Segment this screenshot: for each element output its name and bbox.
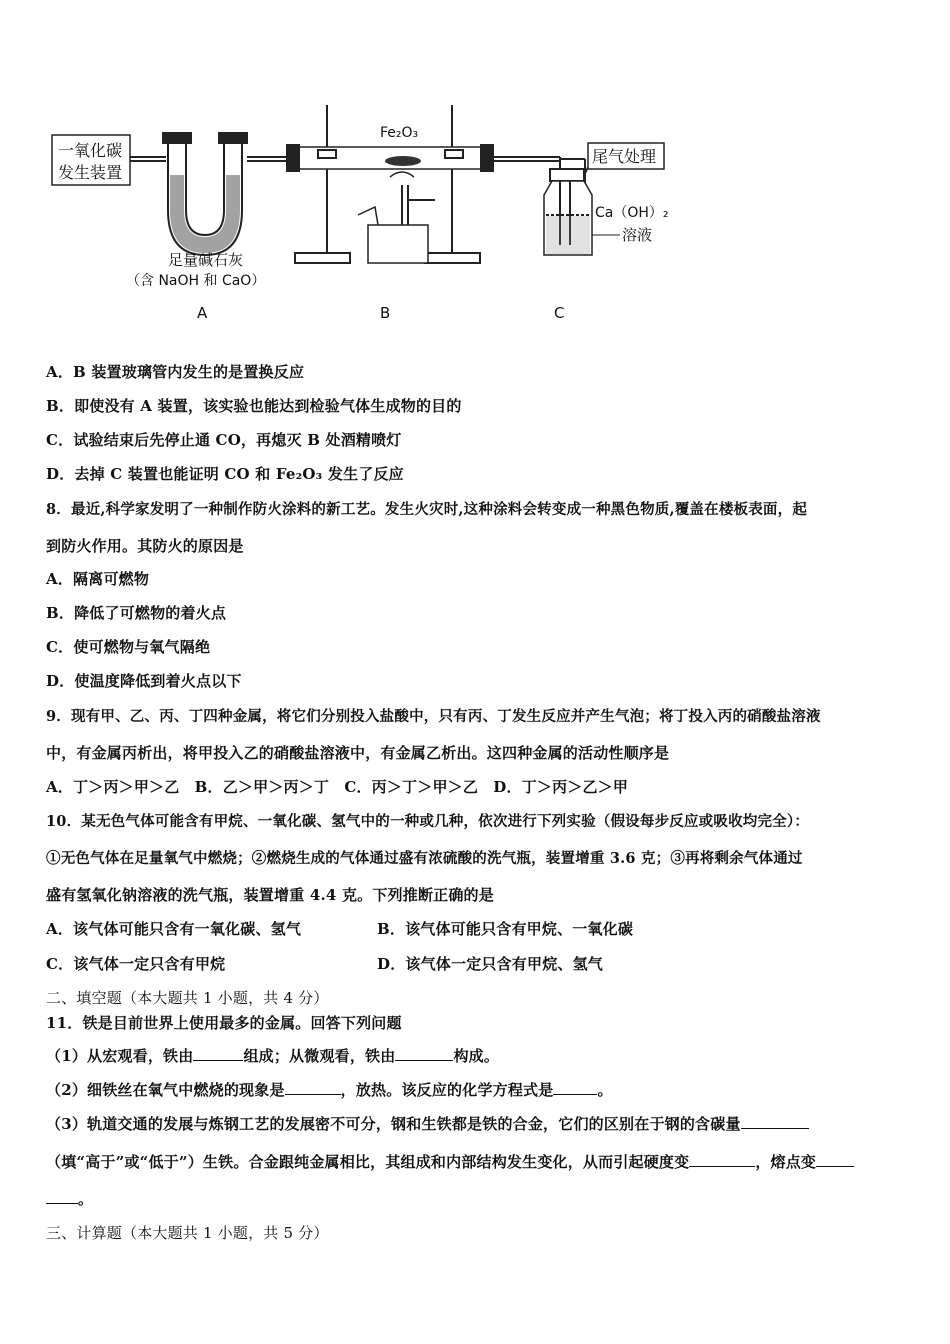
- blank-5[interactable]: [741, 1116, 809, 1129]
- q11-part-1-text-c: 构成。: [453, 1047, 500, 1065]
- fe2o3-label: Fe₂O₃: [380, 125, 419, 141]
- solution-label: 溶液: [622, 226, 653, 244]
- q11-part-1: [46, 1045, 499, 1066]
- q7-option-b: B．即使没有 A 装置，该实验也能达到检验气体生成物的目的: [46, 397, 462, 415]
- q8-option-c: C．使可燃物与氧气隔绝: [46, 638, 211, 656]
- q11-part-1-text-a: （1）从宏观看，铁由: [46, 1047, 194, 1065]
- label-a: A: [197, 304, 208, 322]
- q8-option-a: A．隔离可燃物: [46, 570, 150, 588]
- q8-option-b: B．降低了可燃物的着火点: [46, 604, 227, 622]
- q11-stem: 11．铁是目前世界上使用最多的金属。回答下列问题: [46, 1014, 402, 1032]
- q10-stem-3: 盛有氢氧化钠溶液的洗气瓶，装置增重 4.4 克。下列推断正确的是: [46, 886, 494, 904]
- co-generator-label-2: 发生装置: [58, 163, 123, 182]
- q11-part-3: [46, 1113, 809, 1134]
- q7-option-a: A．B 装置玻璃管内发生的是置换反应: [46, 363, 305, 381]
- caoh2-label: Ca（OH）₂: [595, 205, 669, 221]
- co-generator-label-1: 一氧化碳: [58, 141, 123, 160]
- section-2-heading: 二、填空题（本大题共 1 小题，共 4 分）: [46, 989, 329, 1007]
- blank-7-cont[interactable]: [46, 1191, 78, 1204]
- label-c: C: [554, 304, 565, 322]
- q11-part-3-text-d: 。: [78, 1190, 94, 1208]
- alcohol-burner: [368, 225, 428, 263]
- soda-lime-label: 足量碱石灰: [168, 251, 244, 269]
- q10-option-c: C．该气体一定只含有甲烷: [46, 955, 226, 973]
- blank-1[interactable]: [193, 1048, 243, 1061]
- q10-stem-2: ①无色气体在足量氧气中燃烧；②燃烧生成的气体通过盛有浓硫酸的洗气瓶，装置增重 3.6 克；③再将剩余气体通过: [46, 850, 803, 867]
- q10-option-a: A．该气体可能只含有一氧化碳、氢气: [46, 920, 302, 938]
- q8-stem-1: 8．最近,科学家发明了一种制作防火涂料的新工艺。发生火灾时,这种涂料会转变成一种黑色物质,覆盖在楼板表面，起: [46, 501, 808, 518]
- q8-option-d: D．使温度降低到着火点以下: [46, 672, 242, 690]
- q11-part-2-text-b: ，放热。该反应的化学方程式是: [340, 1081, 554, 1099]
- q7-option-d: D．去掉 C 装置也能证明 CO 和 Fe₂O₃ 发生了反应: [46, 465, 404, 483]
- q9-stem-1: 9．现有甲、乙、丙、丁四种金属，将它们分别投入盐酸中，只有丙、丁发生反应并产生气泡；将丁投入丙的硝酸盐溶液: [46, 708, 821, 725]
- q9-stem-2: 中，有金属丙析出，将甲投入乙的硝酸盐溶液中，有金属乙析出。这四种金属的活动性顺序是: [46, 744, 670, 762]
- q7-option-c: C．试验结束后先停止通 CO，再熄灭 B 处酒精喷灯: [46, 431, 402, 449]
- q11-part-2: [46, 1079, 613, 1100]
- tail-gas-label: 尾气处理: [592, 147, 657, 166]
- q11-part-2-text-c: 。: [597, 1081, 613, 1099]
- q11-part-3-cont: [46, 1151, 854, 1172]
- blank-7[interactable]: [816, 1154, 854, 1167]
- blank-3[interactable]: [285, 1082, 341, 1095]
- q11-part-3-end: [46, 1188, 93, 1209]
- section-3-heading: 三、计算题（本大题共 1 小题，共 5 分）: [46, 1224, 329, 1242]
- q10-option-d: D．该气体一定只含有甲烷、氢气: [377, 955, 604, 973]
- q10-stem-1: 10．某无色气体可能含有甲烷、一氧化碳、氢气中的一种或几种，依次进行下列实验（假设每步反应或吸收均完全）：: [46, 813, 810, 830]
- soda-lime-note: （含 NaOH 和 CaO）: [126, 273, 266, 289]
- blank-6[interactable]: [689, 1154, 755, 1167]
- q11-part-3-text-b: （填“高于”或“低于”）生铁。合金跟纯金属相比，其组成和内部结构发生变化，从而引起硬度变: [46, 1153, 690, 1171]
- blank-4[interactable]: [553, 1082, 597, 1095]
- q9-options: A．丁＞丙＞甲＞乙 B．乙＞甲＞丙＞丁 C．丙＞丁＞甲＞乙 D．丁＞丙＞乙＞甲: [46, 778, 629, 796]
- blank-2[interactable]: [395, 1048, 453, 1061]
- q8-stem-2: 到防火作用。其防火的原因是: [46, 537, 244, 555]
- apparatus-diagram: [40, 95, 740, 330]
- q11-part-1-text-b: 组成；从微观看，铁由: [243, 1047, 396, 1065]
- q11-part-3-text-c: ，熔点变: [755, 1153, 817, 1171]
- q11-part-3-text-a: （3）轨道交通的发展与炼钢工艺的发展密不可分，钢和生铁都是铁的合金，它们的区别在于钢的含碳量: [46, 1115, 741, 1133]
- q11-part-2-text-a: （2）细铁丝在氧气中燃烧的现象是: [46, 1081, 285, 1099]
- label-b: B: [380, 304, 391, 322]
- q10-option-b: B．该气体可能只含有甲烷、一氧化碳: [377, 920, 634, 938]
